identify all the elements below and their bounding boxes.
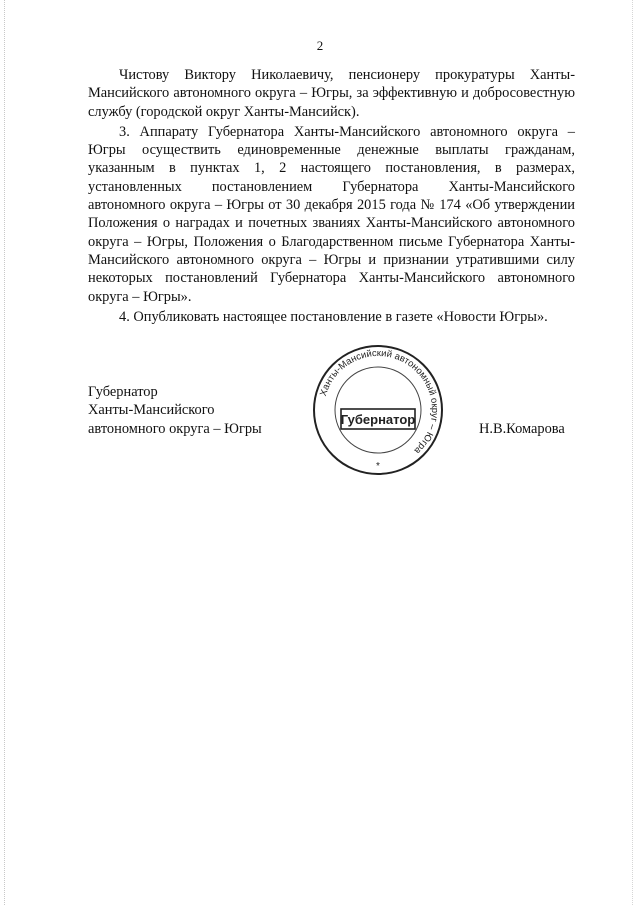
document-body [88, 66, 575, 326]
scan-edge-left [4, 0, 5, 905]
seal-center-text: Губернатор [340, 412, 416, 427]
page-number: 2 [316, 38, 324, 53]
signatory-position [88, 383, 262, 438]
signatory-position-line: Ханты-Мансийского [88, 402, 215, 419]
seal-star-mark: * [376, 461, 380, 472]
scan-edge-right [632, 0, 633, 905]
signatory-position-line: Губернатор [88, 384, 158, 400]
paragraph-item-4: 4. Опубликовать настоящее постановление в газете «Новости Югры». [119, 308, 548, 325]
official-seal [311, 343, 445, 477]
paragraph-item-3: 3. Аппарату Губернатора Ханты-Мансийского автономного округа – Югры осуществить единовременные денежные выплаты гражданам, указанным в пунктах 1, 2 настоящего постановления, в размерах, установленных постановлением Губернатора Ханты-Мансийского автономного округа – Югры от 30 декабря 2015 года № 174 «Об утверждении Положения о наградах и почетных званиях Ханты-Мансийского автономного округа – Югры, Положения о Благодарственном письме Губернатора Ханты-Мансийского автономного округа – Югры и признании утратившими силу некоторых постановлений Губернатора Ханты-Мансийского автономного округа – Югры». [88, 123, 575, 305]
signatory-name: Н.В.Комарова [479, 421, 565, 437]
seal-ring-text: Ханты-Мансийский автономный округ – Югра [317, 347, 441, 457]
signatory-position-line: автономного округа – Югры [88, 420, 262, 437]
paragraph-award-chistov: Чистову Виктору Николаевичу, пенсионеру прокуратуры Ханты-Мансийского автономного округа – Югры, за эффективную и добросовестную службу (городской округ Ханты-Мансийск). [88, 67, 575, 120]
